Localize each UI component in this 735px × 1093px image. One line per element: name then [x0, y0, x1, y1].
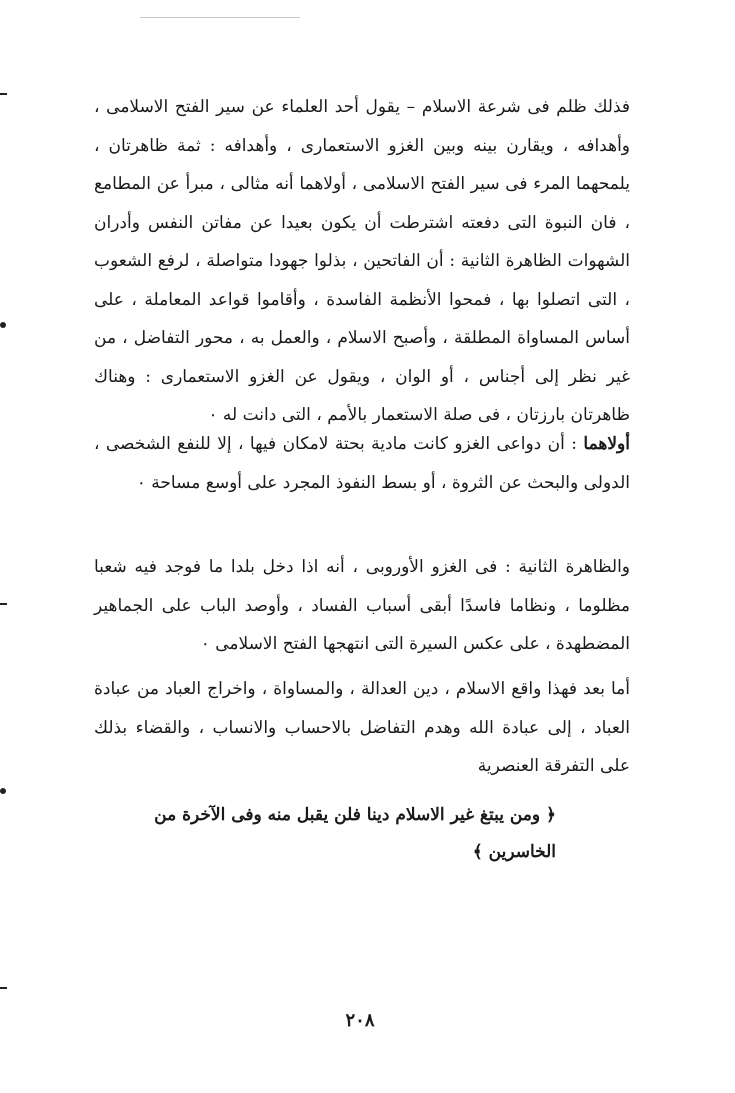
- paragraph-text: أما بعد فهذا واقع الاسلام ، دين العدالة ، والمساواة ، واخراج العباد من عبادة العباد ، إلى عبادة الله وهدم التفاضل بالاحساب والانساب ، والقضاء بذلك على التفرقة العنصرية: [94, 679, 630, 776]
- margin-mark: [0, 987, 7, 989]
- paragraph-conquest-comparison: [94, 88, 630, 435]
- paragraph-conclusion: [94, 670, 630, 786]
- margin-mark: [0, 322, 6, 328]
- margin-mark: [0, 93, 7, 95]
- paragraph-second-phenomenon: [94, 548, 630, 664]
- paragraph-text: فذلك ظلم فى شرعة الاسلام – يقول أحد العلماء عن سير الفتح الاسلامى ، وأهدافه ، ويقارن بينه وبين الغزو الاستعمارى ، وأهدافه : ثمة ظاهرتان ، يلمحهما المرء فى سير الفتح الاسلامى ، أولاهما أنه مثالى ، مبرأ عن المطامع ، فان النبوة التى دفعته اشترطت أن يكون بعيدا عن مفاتن النفس وأدران الشهوات الظاهرة الثانية : أن الفاتحين ، بذلوا جهودا متواصلة ، لرفع الشعوب ، التى اتصلوا بها ، فمحوا الأنظمة الفاسدة ، وأقاموا قواعد المعاملة ، على أساس المساواة المطلقة ، وأصبح الاسلام ، والعمل به ، محور التفاضل ، من غير نظر إلى أجناس ، أو الوان ، ويقول عن الغزو الاستعمارى : وهناك ظاهرتان بارزتان ، فى صلة الاستعمار بالأمم ، التى دانت له ٠: [94, 97, 630, 425]
- header-rule: [140, 17, 300, 18]
- quran-verse: ﴿ ومن يبتغ غير الاسلام دينا فلن يقبل منه وفى الآخرة من الخاسرين ﴾: [154, 805, 556, 862]
- margin-mark: [0, 788, 6, 794]
- paragraph-text: : أن دواعى الغزو كانت مادية بحتة لامكان فيها ، إلا للنفع الشخصى ، الدولى والبحث عن الثروة ، أو بسط النفوذ المجرد على أوسع مساحة ٠: [94, 434, 630, 493]
- paragraph-first-phenomenon: [94, 425, 630, 502]
- paragraph-text: والظاهرة الثانية : فى الغزو الأوروبى ، أنه اذا دخل بلدا ما فوجد فيه شعبا مظلوما ، ونظاما فاسدًا أبقى أسباب الفساد ، وأوصد الباب على الجماهير المضطهدة ، على عكس السيرة التى انتهجها الفتح الاسلامى ٠: [94, 557, 630, 654]
- paragraph-lead: أولاهما: [583, 434, 630, 454]
- page-number: ٢٠٨: [345, 1010, 375, 1031]
- margin-mark: [0, 603, 7, 605]
